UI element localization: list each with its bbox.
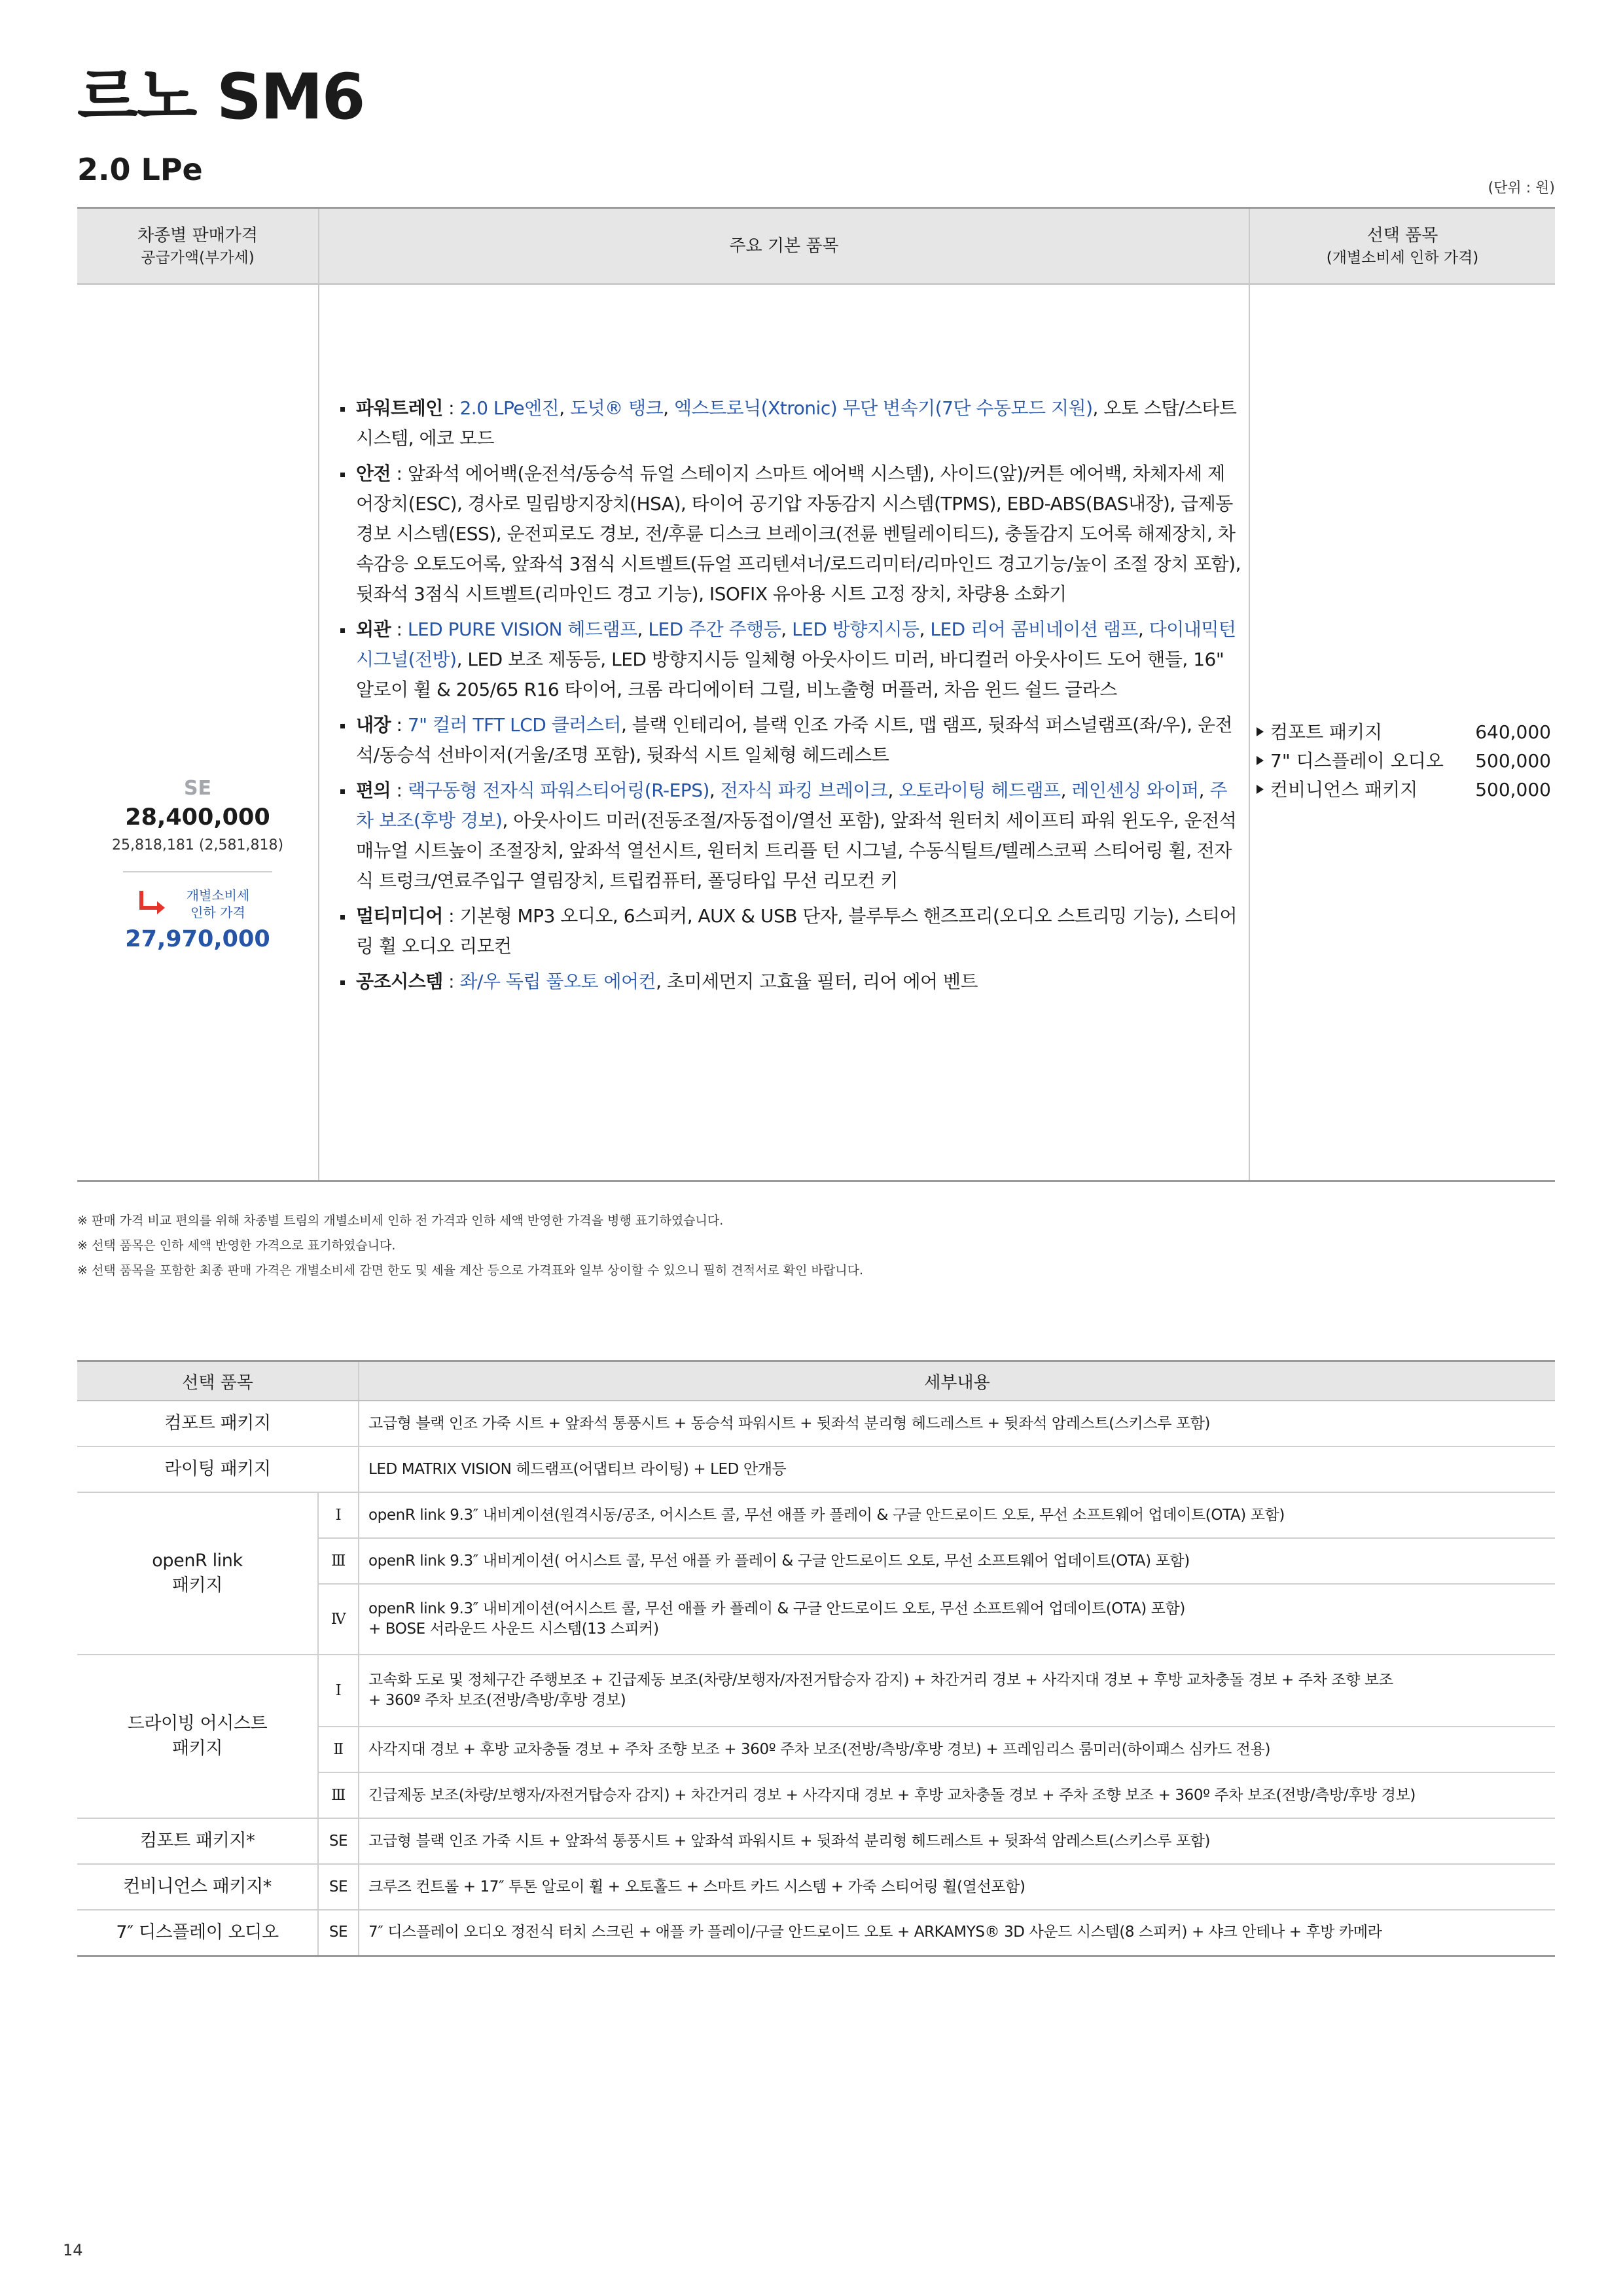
option-detail bbox=[359, 1655, 1555, 1727]
option-name-line2: 패키지 bbox=[171, 1575, 223, 1596]
discount-label bbox=[169, 887, 267, 921]
trim-name: SE bbox=[183, 777, 212, 800]
option-detail: 7″ 디스플레이 오디오 정전식 터치 스크린 + 애플 카 플레이/구글 안드로이드 오토 + ARKAMYS® 3D 사운드 시스템(8 스피커) + 샤크 안테나 + 후방 카메라 bbox=[359, 1910, 1555, 1956]
option-table-header-row bbox=[77, 1361, 1555, 1401]
feature-text: , bbox=[781, 619, 793, 640]
option-price-value: 500,000 bbox=[1475, 779, 1551, 800]
option-detail: 크루즈 컨트롤 + 17″ 투톤 알로이 휠 + 오토홀드 + 스마트 카드 시스템 + 가죽 스티어링 휠(열선포함) bbox=[359, 1864, 1555, 1910]
option-grade: Ⅲ bbox=[318, 1538, 359, 1584]
price-separator bbox=[123, 871, 272, 872]
feature-text: , bbox=[1137, 619, 1149, 640]
price-table bbox=[77, 207, 1555, 1182]
feature-highlight: 오토라이팅 헤드램프 bbox=[899, 780, 1061, 801]
feature-highlight: LED 방향지시등 bbox=[792, 619, 919, 640]
feature-item: 멀티미디어 : 기본형 MP3 오디오, 6스피커, AUX & USB 단자, 블루투스 핸즈프리(오디오 스트리밍 기능), 스티어링 휠 오디오 리모컨 bbox=[339, 901, 1242, 961]
option-detail: openR link 9.3″ 내비게이션(원격시동/공조, 어시스트 콜, 무선 애플 카 플레이 & 구글 안드로이드 오토, 무선 소프트웨어 업데이트(OTA) 포함) bbox=[359, 1492, 1555, 1538]
features-column bbox=[319, 283, 1249, 1180]
table-row bbox=[77, 1446, 1555, 1492]
feature-highlight: LED 리어 콤비네이션 램프 bbox=[930, 619, 1138, 640]
feature-text: , 초미세먼지 고효율 필터, 리어 에어 벤트 bbox=[656, 971, 978, 992]
discount-label-line2: 인하 가격 bbox=[190, 905, 245, 920]
unit-label: (단위 : 원) bbox=[1488, 180, 1555, 196]
feature-item: 편의 : 랙구동형 전자식 파워스티어링(R-EPS), 전자식 파킹 브레이크, 오토라이팅 헤드램프, 레인센싱 와이퍼, 주차 보조(후방 경보), 아웃사이드 미러(전동조절/자동접이/열선 포함), 앞좌석 원터치 세이프티 파워 윈도우, 운전석 매뉴얼 시트높이 조절장치, 앞좌석 열선시트, 원터치 트리플 턴 시그널, 수동식틸트/텔레스코픽 스티어링 휠, 전자식 트렁크/연료주입구 열림장치, 트립컴퓨터, 폴딩타입 무선 리모컨 키 bbox=[339, 776, 1242, 896]
feature-highlight: 2.0 LPe엔진 bbox=[459, 397, 560, 419]
option-detail: 고급형 블랙 인조 가죽 시트 + 앞좌석 통풍시트 + 동승석 파워시트 + 뒷좌석 분리형 헤드레스트 + 뒷좌석 암레스트(스키스루 포함) bbox=[359, 1401, 1555, 1446]
feature-highlight: 도넛® 탱크 bbox=[570, 397, 664, 419]
header-price-sub: 공급가액(부가세) bbox=[141, 249, 255, 266]
table-row bbox=[77, 1910, 1555, 1956]
feature-label: 편의 bbox=[356, 780, 391, 801]
header-price-title: 차종별 판매가격 bbox=[137, 226, 259, 245]
footnote: ※ 선택 품목은 인하 세액 반영한 가격으로 표기하였습니다. bbox=[77, 1238, 396, 1253]
option-price-name: 컨비니언스 패키지 bbox=[1257, 776, 1418, 804]
table-row bbox=[77, 1655, 1555, 1727]
discounted-price: 27,970,000 bbox=[125, 926, 270, 952]
option-grade: Ⅰ bbox=[318, 1655, 359, 1727]
option-detail: LED MATRIX VISION 헤드램프(어댑티브 라이팅) + LED 안개등 bbox=[359, 1446, 1555, 1492]
feature-item: 외관 : LED PURE VISION 헤드램프, LED 주간 주행등, LED 방향지시등, LED 리어 콤비네이션 램프, 다이내믹턴 시그널(전방), LED 보조 제동등, LED 방향지시등 일체형 아웃사이드 미러, 바디컬러 아웃사이드 도어 핸들, 16" 알로이 휠 & 205/65 R16 타이어, 크롬 라디에이터 그릴, 비노출형 머플러, 차음 윈드 쉴드 글라스 bbox=[339, 615, 1242, 705]
option-detail-line: openR link 9.3″ 내비게이션(어시스트 콜, 무선 애플 카 플레이 & 구글 안드로이드 오토, 무선 소프트웨어 업데이트(OTA) 포함) bbox=[368, 1600, 1185, 1617]
option-grade: Ⅳ bbox=[318, 1584, 359, 1655]
feature-label: 내장 bbox=[356, 714, 391, 736]
feature-text: , bbox=[1198, 780, 1210, 801]
feature-text: , bbox=[887, 780, 899, 801]
option-name-line1: openR link bbox=[152, 1551, 243, 1571]
option-detail-line: + 360º 주차 보조(전방/측방/후방 경보) bbox=[368, 1692, 626, 1709]
feature-text: , bbox=[919, 619, 931, 640]
discount-label-line1: 개별소비세 bbox=[186, 888, 250, 903]
feature-highlight: 좌/우 독립 풀오토 에어컨 bbox=[459, 971, 656, 992]
base-price: 28,400,000 bbox=[125, 804, 270, 831]
option-price-name: 7" 디스플레이 오디오 bbox=[1257, 747, 1444, 776]
footnotes bbox=[77, 1208, 863, 1283]
price-column bbox=[77, 283, 318, 1180]
option-detail-table bbox=[77, 1360, 1555, 1957]
header-option-name: 선택 품목 bbox=[77, 1361, 359, 1401]
feature-text: 기본형 MP3 오디오, 6스피커, AUX & USB 단자, 블루투스 핸즈프리(오디오 스트리밍 기능), 스티어링 휠 오디오 리모컨 bbox=[356, 905, 1238, 957]
option-detail: 사각지대 경보 + 후방 교차충돌 경보 + 주차 조향 보조 + 360º 주차 보조(전방/측방/후방 경보) + 프레임리스 룸미러(하이패스 심카드 전용) bbox=[359, 1727, 1555, 1772]
feature-label: 공조시스템 bbox=[356, 971, 443, 992]
option-name: 컴포트 패키지* bbox=[77, 1818, 318, 1864]
feature-text: , 블랙 인테리어, 블랙 인조 가죽 시트, 맵 램프, 뒷좌석 퍼스널램프(좌/우), 운전석/동승석 선바이저(거울/조명 포함), 뒷좌석 시트 일체형 헤드레스트 bbox=[356, 714, 1233, 766]
feature-list bbox=[339, 393, 1242, 1002]
option-name-line1: 드라이빙 어시스트 bbox=[127, 1713, 268, 1734]
feature-text: , bbox=[1060, 780, 1072, 801]
option-grade: SE bbox=[318, 1864, 359, 1910]
feature-highlight: LED PURE VISION 헤드램프 bbox=[407, 619, 637, 640]
table-row bbox=[77, 1818, 1555, 1864]
option-grade: Ⅱ bbox=[318, 1727, 359, 1772]
header-options-title: 선택 품목 bbox=[1366, 226, 1438, 245]
feature-highlight: 7" 컬러 TFT LCD 클러스터 bbox=[407, 714, 621, 736]
footnote: ※ 판매 가격 비교 편의를 위해 차종별 트림의 개별소비세 인하 전 가격과 인하 세액 반영한 가격을 병행 표기하였습니다. bbox=[77, 1213, 724, 1228]
model-subtitle: 2.0 LPe bbox=[77, 152, 203, 187]
page-title: 르노 SM6 bbox=[77, 60, 365, 134]
feature-item: 내장 : 7" 컬러 TFT LCD 클러스터, 블랙 인테리어, 블랙 인조 가죽 시트, 맵 램프, 뒷좌석 퍼스널램프(좌/우), 운전석/동승석 선바이저(거울/조명 포함), 뒷좌석 시트 일체형 헤드레스트 bbox=[339, 710, 1242, 770]
option-price-value: 640,000 bbox=[1475, 721, 1551, 743]
feature-label: 파워트레인 bbox=[356, 397, 443, 419]
feature-highlight: LED 주간 주행등 bbox=[648, 619, 781, 640]
supply-price-vat: 25,818,181 (2,581,818) bbox=[111, 837, 284, 853]
table-row bbox=[77, 1401, 1555, 1446]
option-grade: Ⅲ bbox=[318, 1772, 359, 1818]
header-option-detail: 세부내용 bbox=[359, 1361, 1555, 1401]
option-name: 라이팅 패키지 bbox=[77, 1446, 359, 1492]
feature-item: 파워트레인 : 2.0 LPe엔진, 도넛® 탱크, 엑스트로닉(Xtronic) 무단 변속기(7단 수동모드 지원), 오토 스탑/스타트 시스템, 에코 모드 bbox=[339, 393, 1242, 454]
option-name: 컴포트 패키지 bbox=[77, 1401, 359, 1446]
header-options-sub: (개별소비세 인하 가격) bbox=[1326, 249, 1479, 266]
feature-text: , bbox=[559, 397, 571, 419]
option-name bbox=[77, 1492, 318, 1655]
feature-text: , LED 보조 제동등, LED 방향지시등 일체형 아웃사이드 미러, 바디컬러 아웃사이드 도어 핸들, 16" 알로이 휠 & 205/65 R16 타이어, 크롬 라디에이터 그릴, 비노출형 머플러, 차음 윈드 쉴드 글라스 bbox=[356, 649, 1224, 700]
option-detail-line: + BOSE 서라운드 사운드 시스템(13 스피커) bbox=[368, 1621, 659, 1638]
feature-text: , 오토 스탑/스타트 시스템, 에코 모드 bbox=[356, 397, 1237, 449]
feature-text: , bbox=[637, 619, 649, 640]
option-grade: Ⅰ bbox=[318, 1492, 359, 1538]
header-features bbox=[319, 209, 1249, 283]
down-right-arrow-icon bbox=[136, 888, 168, 917]
table-row bbox=[77, 1864, 1555, 1910]
option-detail-line: 고속화 도로 및 정체구간 주행보조 + 긴급제동 보조(차량/보행자/자전거탑승자 감지) + 차간거리 경보 + 사각지대 경보 + 후방 교차충돌 경보 + 주차 조향 보조 bbox=[368, 1672, 1393, 1689]
header-features-title: 주요 기본 품목 bbox=[729, 236, 839, 256]
option-grade: SE bbox=[318, 1818, 359, 1864]
feature-label: 외관 bbox=[356, 619, 391, 640]
option-detail: openR link 9.3″ 내비게이션( 어시스트 콜, 무선 애플 카 플레이 & 구글 안드로이드 오토, 무선 소프트웨어 업데이트(OTA) 포함) bbox=[359, 1538, 1555, 1584]
feature-highlight: 다이내믹턴 시그널(전방) bbox=[356, 619, 1236, 670]
option-price-row bbox=[1257, 776, 1551, 804]
option-price-row bbox=[1257, 718, 1551, 747]
feature-text: , 아웃사이드 미러(전동조절/자동접이/열선 포함), 앞좌석 원터치 세이프티 파워 윈도우, 운전석 매뉴얼 시트높이 조절장치, 앞좌석 열선시트, 원터치 트리플 턴 시그널, 수동식틸트/텔레스코픽 스티어링 휠, 전자식 트렁크/연료주입구 열림장치, 트립컴퓨터, 폴딩타입 무선 리모컨 키 bbox=[356, 810, 1237, 891]
header-price bbox=[77, 209, 318, 283]
header-options bbox=[1250, 209, 1555, 283]
option-name-line2: 패키지 bbox=[171, 1738, 223, 1759]
option-price-row bbox=[1257, 747, 1551, 776]
feature-label: 안전 bbox=[356, 463, 391, 484]
option-name bbox=[77, 1655, 318, 1818]
feature-text: 앞좌석 에어백(운전석/동승석 듀얼 스테이지 스마트 에어백 시스템), 사이드(앞)/커튼 에어백, 차체자세 제어장치(ESC), 경사로 밀림방지장치(HSA), 타이어 공기압 자동감지 시스템(TPMS), EBD-ABS(BAS내장), 급제동 경보 시스템(ESS), 운전피로도 경보, 전/후륜 디스크 브레이크(전륜 벤틸레이티드), 충돌감지 도어록 해제장치, 차속감응 오토도어록, 앞좌석 3점식 시트벨트(듀얼 프리텐셔너/로드리미터/리마인드 경고기능/높이 조절 장치 포함), 뒷좌석 3점식 시트벨트(리마인드 경고 기능), ISOFIX 유아용 시트 고정 장치, 차량용 소화기 bbox=[356, 463, 1241, 605]
feature-item: 안전 : 앞좌석 에어백(운전석/동승석 듀얼 스테이지 스마트 에어백 시스템), 사이드(앞)/커튼 에어백, 차체자세 제어장치(ESC), 경사로 밀림방지장치(HSA), 타이어 공기압 자동감지 시스템(TPMS), EBD-ABS(BAS내장), 급제동 경보 시스템(ESS), 운전피로도 경보, 전/후륜 디스크 브레이크(전륜 벤틸레이티드), 충돌감지 도어록 해제장치, 차속감응 오토도어록, 앞좌석 3점식 시트벨트(듀얼 프리텐셔너/로드리미터/리마인드 경고기능/높이 조절 장치 포함), 뒷좌석 3점식 시트벨트(리마인드 경고 기능), ISOFIX 유아용 시트 고정 장치, 차량용 소화기 bbox=[339, 459, 1242, 609]
footnote: ※ 선택 품목을 포함한 최종 판매 가격은 개별소비세 감면 한도 및 세율 계산 등으로 가격표와 일부 상이할 수 있으니 필히 견적서로 확인 바랍니다. bbox=[77, 1263, 864, 1278]
option-detail: 고급형 블랙 인조 가죽 시트 + 앞좌석 통풍시트 + 앞좌석 파워시트 + 뒷좌석 분리형 헤드레스트 + 뒷좌석 암레스트(스키스루 포함) bbox=[359, 1818, 1555, 1864]
option-name: 컨비니언스 패키지* bbox=[77, 1864, 318, 1910]
feature-highlight: 레인센싱 와이퍼 bbox=[1071, 780, 1199, 801]
feature-label: 멀티미디어 bbox=[356, 905, 443, 927]
feature-highlight: 랙구동형 전자식 파워스티어링(R-EPS) bbox=[407, 780, 709, 801]
option-detail: 긴급제동 보조(차량/보행자/자전거탑승자 감지) + 차간거리 경보 + 사각지대 경보 + 후방 교차충돌 경보 + 주차 조향 보조 + 360º 주차 보조(전방/측방/후방 경보) bbox=[359, 1772, 1555, 1818]
feature-highlight: 전자식 파킹 브레이크 bbox=[720, 780, 888, 801]
option-price-value: 500,000 bbox=[1475, 750, 1551, 772]
feature-text: , bbox=[709, 780, 721, 801]
options-column bbox=[1250, 283, 1555, 1180]
option-detail bbox=[359, 1584, 1555, 1655]
feature-highlight: 주차 보조(후방 경보) bbox=[356, 780, 1228, 831]
option-price-name: 컴포트 패키지 bbox=[1257, 718, 1382, 747]
option-name: 7″ 디스플레이 오디오 bbox=[77, 1910, 318, 1956]
option-grade: SE bbox=[318, 1910, 359, 1956]
feature-item: 공조시스템 : 좌/우 독립 풀오토 에어컨, 초미세먼지 고효율 필터, 리어 에어 벤트 bbox=[339, 967, 1242, 997]
feature-highlight: 엑스트로닉(Xtronic) 무단 변속기(7단 수동모드 지원) bbox=[673, 397, 1093, 419]
feature-text: , bbox=[663, 397, 674, 419]
table-row bbox=[77, 1492, 1555, 1538]
page-number: 14 bbox=[63, 2241, 83, 2259]
